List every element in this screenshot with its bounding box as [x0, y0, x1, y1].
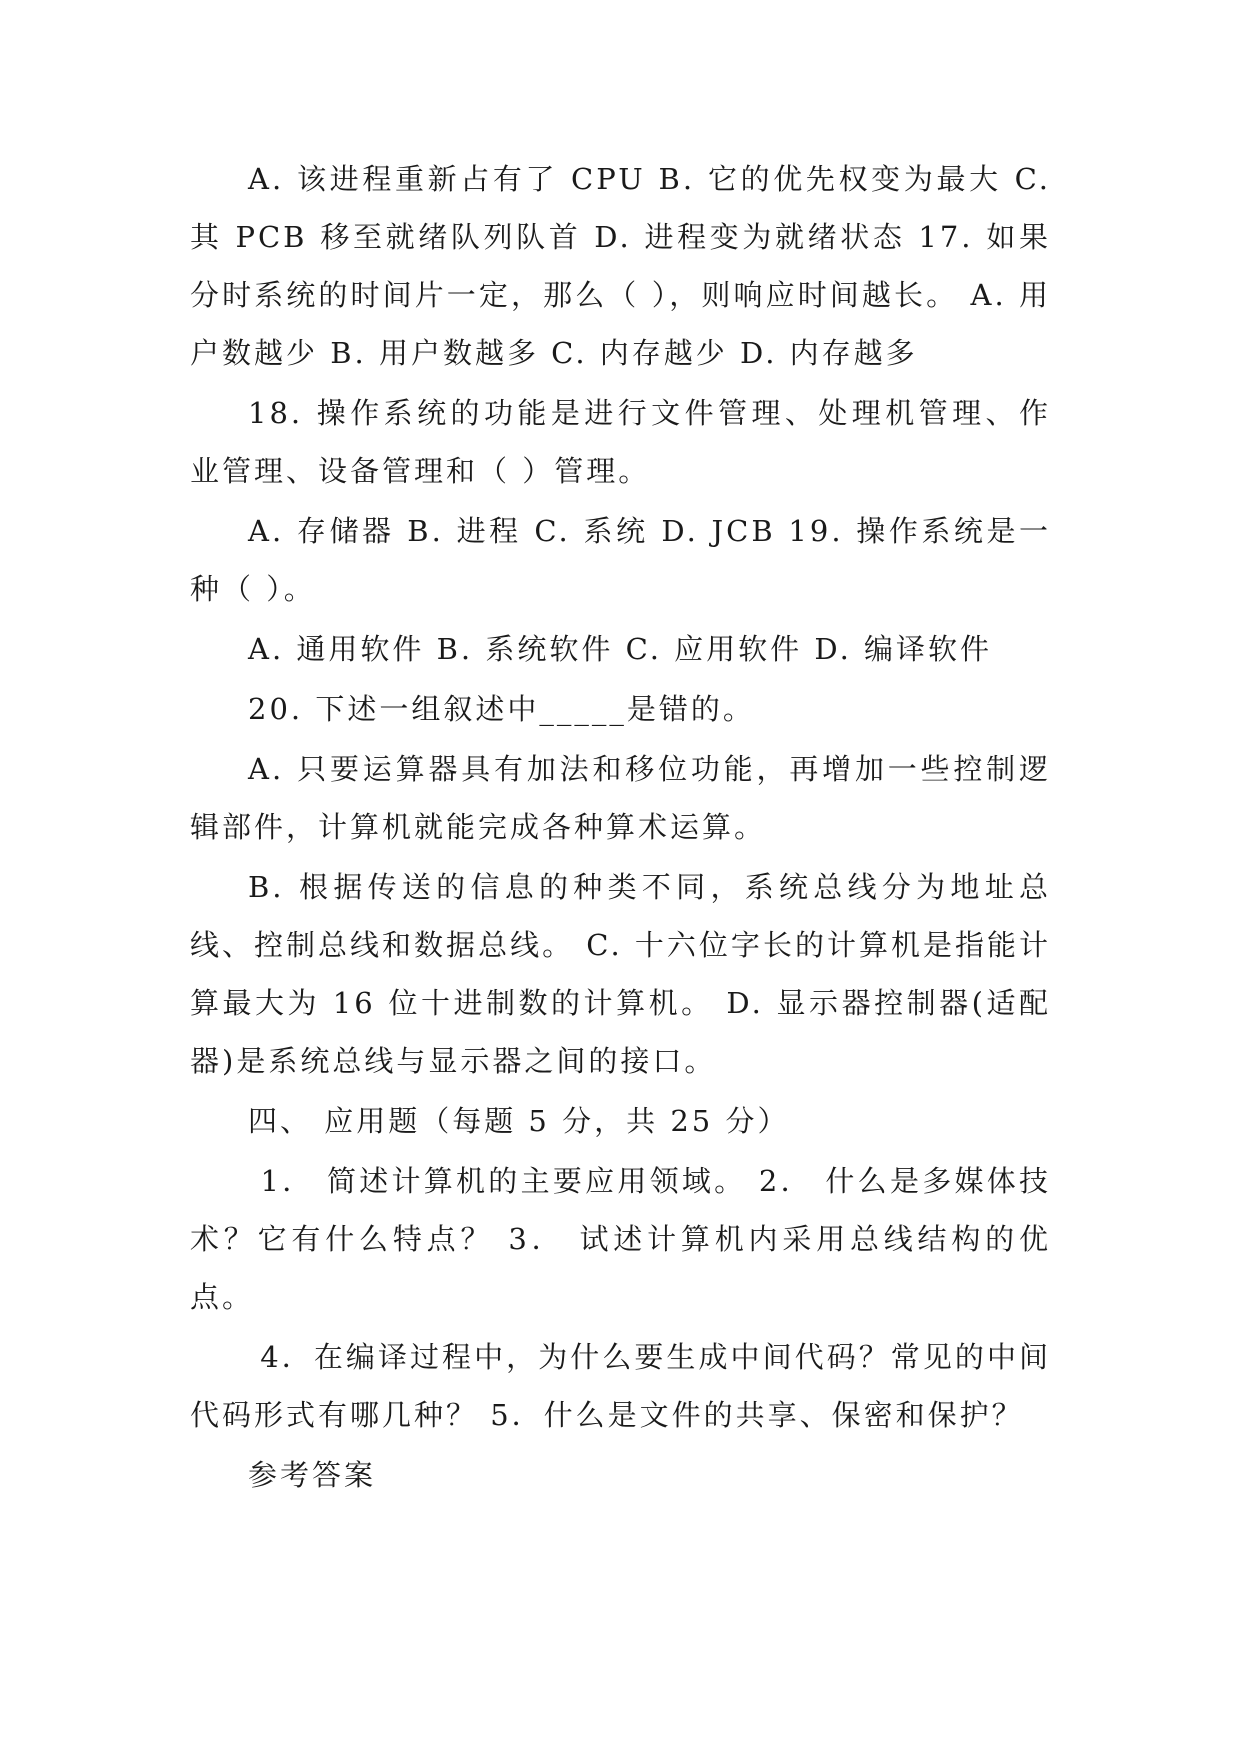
section-heading-applications: 四、 应用题（每题 5 分，共 25 分） [248, 1104, 790, 1138]
section-heading-answers: 参考答案 [248, 1458, 377, 1492]
paragraph-app-q4-5: 4．在编译过程中，为什么要生成中间代码？常见的中间代码形式有哪几种？ 5．什么是文件的共享、保密和保护？ [190, 1340, 1052, 1432]
paragraph-q19-options: A. 通用软件 B. 系统软件 C. 应用软件 D. 编译软件 [248, 632, 993, 666]
paragraph-q18: 18. 操作系统的功能是进行文件管理、处理机管理、作业管理、设备管理和（ ）管理。 [190, 396, 1051, 488]
paragraph-q20: 20. 下述一组叙述中_____是错的。 [248, 692, 755, 726]
paragraph-q20-options-bcd: B. 根据传送的信息的种类不同，系统总线分为地址总线、控制总线和数据总线。 C. 十六位字长的计算机是指能计算最大为 16 位十进制数的计算机。 D. 显示器控制器(适配器)是系统总线与显示器之间的接口。 [190, 870, 1051, 1078]
paragraph-q18-options-q19: A. 存储器 B. 进程 C. 系统 D. JCB 19. 操作系统是一种（ ）。 [190, 514, 1051, 606]
paragraph-app-q1-3: 1． 简述计算机的主要应用领域。 2． 什么是多媒体技术？它有什么特点？ 3． 试述计算机内采用总线结构的优点。 [190, 1164, 1052, 1314]
paragraph-q20-option-a: A. 只要运算器具有加法和移位功能，再增加一些控制逻辑部件，计算机就能完成各种算术运算。 [190, 752, 1051, 844]
paragraph-q16-options-q17: A. 该进程重新占有了 CPU B. 它的优先权变为最大 C. 其 PCB 移至就绪队列队首 D. 进程变为就绪状态 17. 如果分时系统的时间片一定，那么（ ），则响应时间越长。 A. 用户数越少 B. 用户数越多 C. 内存越少 D. 内存越多 [190, 162, 1064, 370]
